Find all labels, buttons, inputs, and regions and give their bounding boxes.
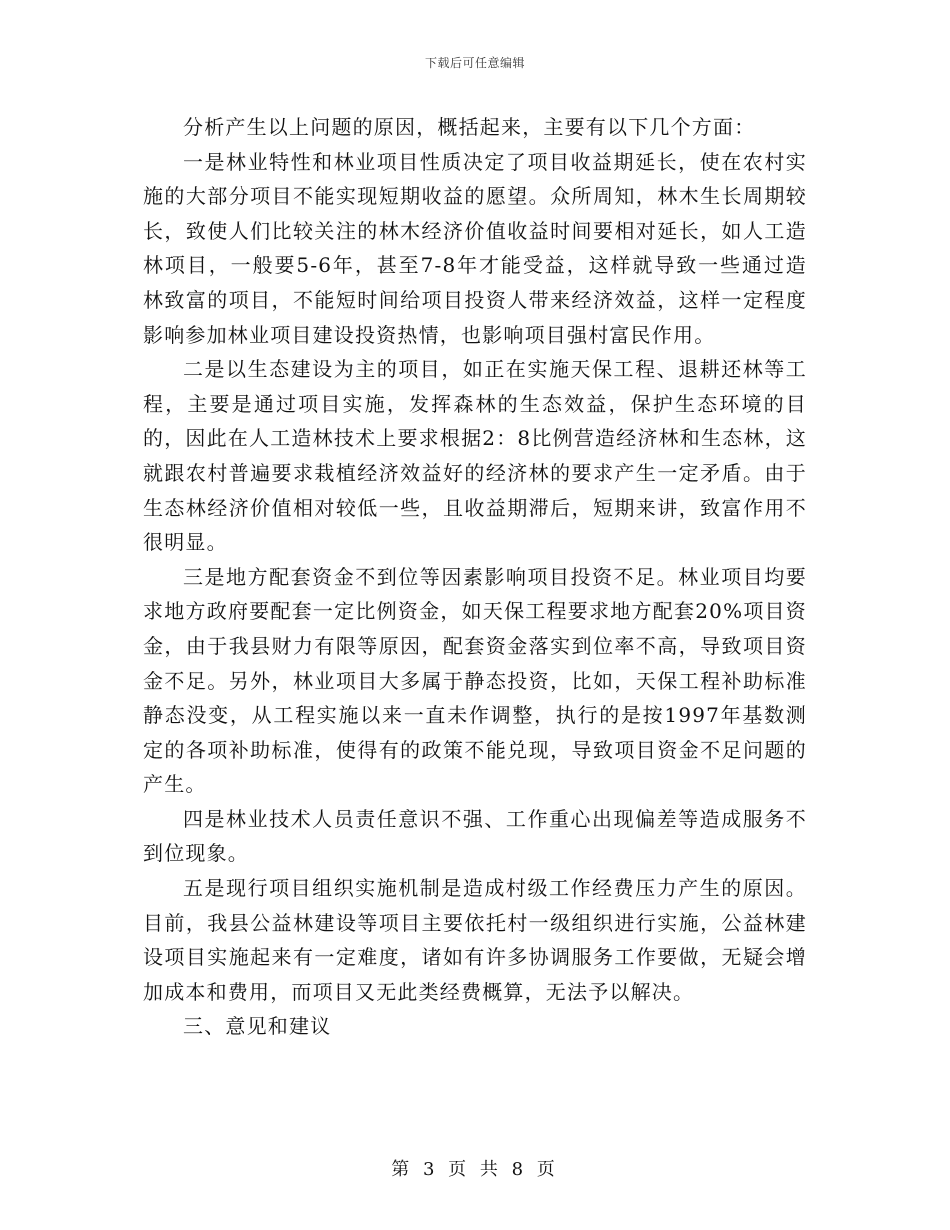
paragraph-reason-1: 一是林业特性和林业项目性质决定了项目收益期延长，使在农村实施的大部分项目不能实现短期收益的愿望。众所周知，林木生长周期较长，致使人们比较关注的林木经济价值收益时间要相对延长，如人工造林项目，一般要5-6年，甚至7-8年才能受益，这样就导致一些通过造林致富的项目，不能短时间给项目投资人带来经济效益，这样一定程度影响参加林业项目建设投资热情，也影响项目强村富民作用。 xyxy=(143,149,807,347)
paragraph-reason-5: 五是现行项目组织实施机制是造成村级工作经费压力产生的原因。目前，我县公益林建设等项目主要依托村一级组织进行实施，公益林建设项目实施起来有一定难度，诸如有许多协调服务工作要做，无疑会增加成本和费用，而项目又无此类经费概算，无法予以解决。 xyxy=(143,876,807,1004)
paragraph-reason-4: 四是林业技术人员责任意识不强、工作重心出现偏差等造成服务不到位现象。 xyxy=(143,806,807,866)
header-note: 下载后可任意编辑 xyxy=(424,56,525,70)
paragraph-intro: 分析产生以上问题的原因，概括起来，主要有以下几个方面： xyxy=(183,115,756,139)
paragraph-reason-3: 三是地方配套资金不到位等因素影响项目投资不足。林业项目均要求地方政府要配套一定比例资金，如天保工程要求地方配套20%项目资金，由于我县财力有限等原因，配套资金落实到位率不高，导致项目资金不足。另外，林业项目大多属于静态投资，比如，天保工程补助标准静态没变，从工程实施以来一直未作调整，执行的是按1997年基数测定的各项补助标准，使得有的政策不能兑现，导致项目资金不足问题的产生。 xyxy=(143,564,807,797)
paragraph-reason-2: 二是以生态建设为主的项目，如正在实施天保工程、退耕还林等工程，主要是通过项目实施，发挥森林的生态效益，保护生态环境的目的，因此在人工造林技术上要求根据2：8比例营造经济林和生态林，这就跟农村普遍要求栽植经济效益好的经济林的要求产生一定矛盾。由于生态林经济价值相对较低一些，且收益期滞后，短期来讲，致富作用不很明显。 xyxy=(143,357,807,555)
document-body xyxy=(143,110,807,1044)
section-heading: 三、意见和建议 xyxy=(183,1014,332,1039)
page-number-footer: 第 3 页 共 8 页 xyxy=(391,1159,559,1180)
